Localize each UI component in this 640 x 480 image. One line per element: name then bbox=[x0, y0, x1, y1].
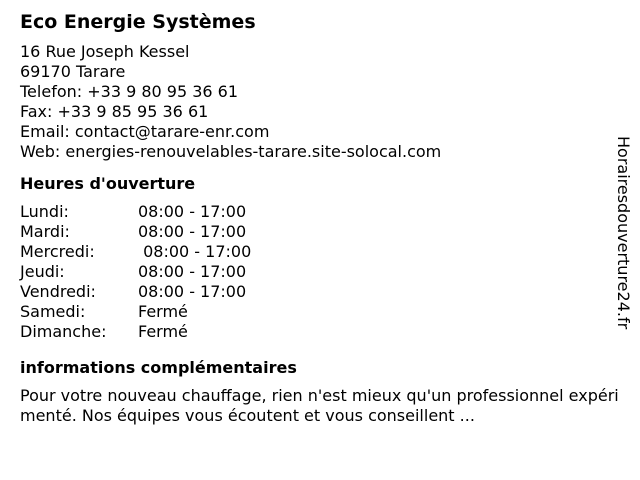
hours-table bbox=[20, 202, 620, 342]
day-hours: 08:00 - 17:00 bbox=[138, 202, 247, 221]
street-address: 16 Rue Joseph Kessel bbox=[20, 42, 190, 61]
site-watermark: Horairesdouverture24.fr bbox=[614, 136, 633, 330]
day-label: Vendredi: bbox=[20, 282, 96, 301]
hours-row-thursday bbox=[20, 262, 620, 282]
day-label: Dimanche: bbox=[20, 322, 107, 341]
day-hours: 08:00 - 17:00 bbox=[138, 282, 247, 301]
info-heading: informations complémentaires bbox=[20, 358, 297, 377]
phone-number: Telefon: +33 9 80 95 36 61 bbox=[20, 82, 239, 101]
email-address: Email: contact@tarare-enr.com bbox=[20, 122, 270, 141]
day-hours: 08:00 - 17:00 bbox=[138, 222, 247, 241]
hours-row-monday bbox=[20, 202, 620, 222]
hours-row-sunday bbox=[20, 322, 620, 342]
hours-row-tuesday bbox=[20, 222, 620, 242]
business-name: Eco Energie Systèmes bbox=[20, 11, 256, 33]
day-label: Lundi: bbox=[20, 202, 69, 221]
hours-row-wednesday bbox=[20, 242, 620, 262]
hours-row-friday bbox=[20, 282, 620, 302]
hours-row-saturday bbox=[20, 302, 620, 322]
day-label: Jeudi: bbox=[20, 262, 65, 281]
day-hours: Fermé bbox=[138, 302, 188, 321]
hours-heading: Heures d'ouverture bbox=[20, 174, 196, 193]
city-postal: 69170 Tarare bbox=[20, 62, 126, 81]
day-label: Mercredi: bbox=[20, 242, 95, 261]
day-hours: 08:00 - 17:00 bbox=[138, 262, 247, 281]
day-label: Samedi: bbox=[20, 302, 86, 321]
business-card bbox=[20, 10, 620, 426]
day-label: Mardi: bbox=[20, 222, 70, 241]
day-hours: Fermé bbox=[138, 322, 188, 341]
website: Web: energies-renouvelables-tarare.site-solocal.com bbox=[20, 142, 442, 161]
info-description: Pour votre nouveau chauffage, rien n'est mieux qu'un professionnel expérimenté. Nos équipes vous écoutent et vous conseillent ... bbox=[20, 386, 619, 425]
day-hours: 08:00 - 17:00 bbox=[138, 242, 252, 261]
fax-number: Fax: +33 9 85 95 36 61 bbox=[20, 102, 209, 121]
